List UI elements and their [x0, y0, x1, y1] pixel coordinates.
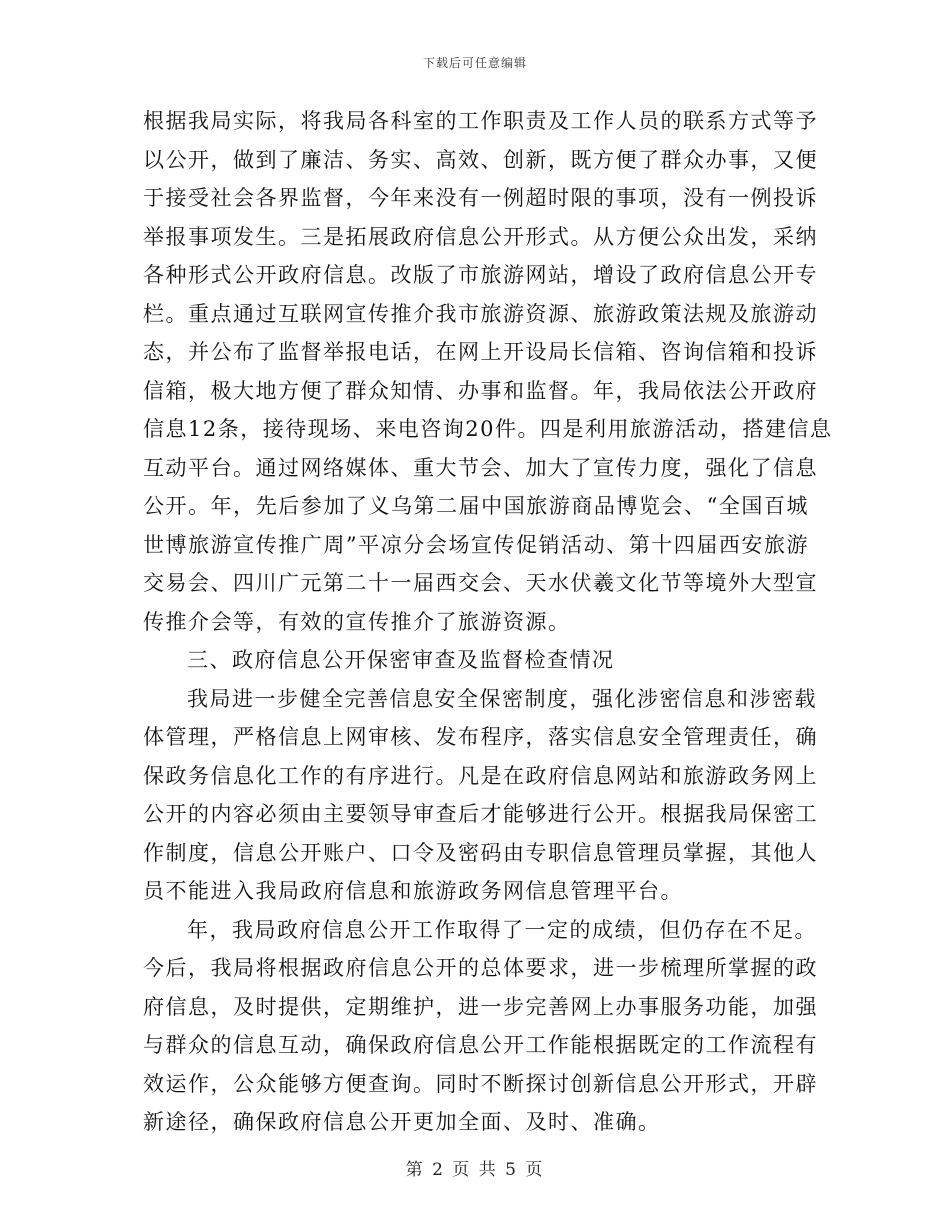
paragraph-1-line-11: 公开。年，先后参加了义乌第二届中国旅游商品博览会、“全国百城: [143, 494, 809, 518]
paragraph-2-line-1: 我局进一步健全完善信息安全保密制度，强化涉密信息和涉密载: [187, 686, 817, 711]
paragraph-1-line-10: 互动平台。通过网络媒体、重大节会、加大了宣传力度，强化了信息: [143, 455, 818, 480]
paragraph-2-line-2: 体管理，严格信息上网审核、发布程序，落实信息安全管理责任，确: [143, 725, 818, 749]
header-note: 下载后可任意编辑: [422, 56, 527, 70]
paragraph-2-line-3: 保政务信息化工作的有序进行。凡是在政府信息网站和旅游政务网上: [143, 763, 818, 788]
paragraph-1-line-1: 根据我局实际，将我局各科室的工作职责及工作人员的联系方式等予: [143, 109, 818, 133]
paragraph-3-line-3: 府信息，及时提供，定期维护，进一步完善网上办事服务功能，加强: [143, 994, 818, 1019]
paragraph-1-line-8: 信箱，极大地方便了群众知情、办事和监督。年，我局依法公开政府: [143, 378, 818, 403]
paragraph-3-line-4: 与群众的信息互动，确保政府信息公开工作能根据既定的工作流程有: [143, 1033, 818, 1057]
paragraph-1-line-7: 态，并公布了监督举报电话，在网上开设局长信箱、咨询信箱和投诉: [143, 340, 818, 364]
paragraph-1-line-4: 举报事项发生。三是拓展政府信息公开形式。从方便公众出发，采纳: [143, 224, 818, 249]
paragraph-1-line-2: 以公开，做到了廉洁、务实、高效、创新，既方便了群众办事，又便: [143, 147, 818, 172]
section-heading: 三、政府信息公开保密审查及监督检查情况: [187, 648, 615, 672]
paragraph-1-line-3: 于接受社会各界监督，今年来没有一例超时限的事项，没有一例投诉: [143, 186, 818, 210]
page-number-footer: 第 2 页 共 5 页: [405, 1160, 545, 1180]
paragraph-3-line-5: 效运作，公众能够方便查询。同时不断探讨创新信息公开形式，开辟: [143, 1071, 818, 1096]
paragraph-3-line-1: 年，我局政府信息公开工作取得了一定的成绩，但仍存在不足。: [187, 917, 817, 942]
paragraph-1-line-6: 栏。重点通过互联网宣传推介我市旅游资源、旅游政策法规及旅游动: [143, 301, 818, 326]
paragraph-1-line-14: 传推介会等，有效的宣传推介了旅游资源。: [143, 609, 571, 634]
paragraph-1-line-13: 交易会、四川广元第二十一届西交会、天水伏羲文化节等境外大型宣: [143, 571, 818, 595]
paragraph-2-line-4: 公开的内容必须由主要领导审查后才能够进行公开。根据我局保密工: [143, 802, 818, 826]
paragraph-2-line-5: 作制度，信息公开账户、口令及密码由专职信息管理员掌握，其他人: [143, 840, 818, 865]
paragraph-1-line-9: 信息12条，接待现场、来电咨询20件。四是利用旅游活动，搭建信息: [143, 417, 833, 441]
paragraph-1-line-5: 各种形式公开政府信息。改版了市旅游网站，增设了政府信息公开专: [143, 263, 818, 287]
paragraph-3-line-6: 新途径，确保政府信息公开更加全面、及时、准确。: [143, 1110, 661, 1134]
paragraph-2-line-6: 员不能进入我局政府信息和旅游政务网信息管理平台。: [143, 879, 683, 903]
paragraph-1-line-12: 世博旅游宣传推广周”平凉分会场宣传促销活动、第十四届西安旅游: [143, 532, 809, 557]
document-body: [143, 102, 833, 1142]
paragraph-3-line-2: 今后，我局将根据政府信息公开的总体要求，进一步梳理所掌握的政: [143, 956, 818, 980]
